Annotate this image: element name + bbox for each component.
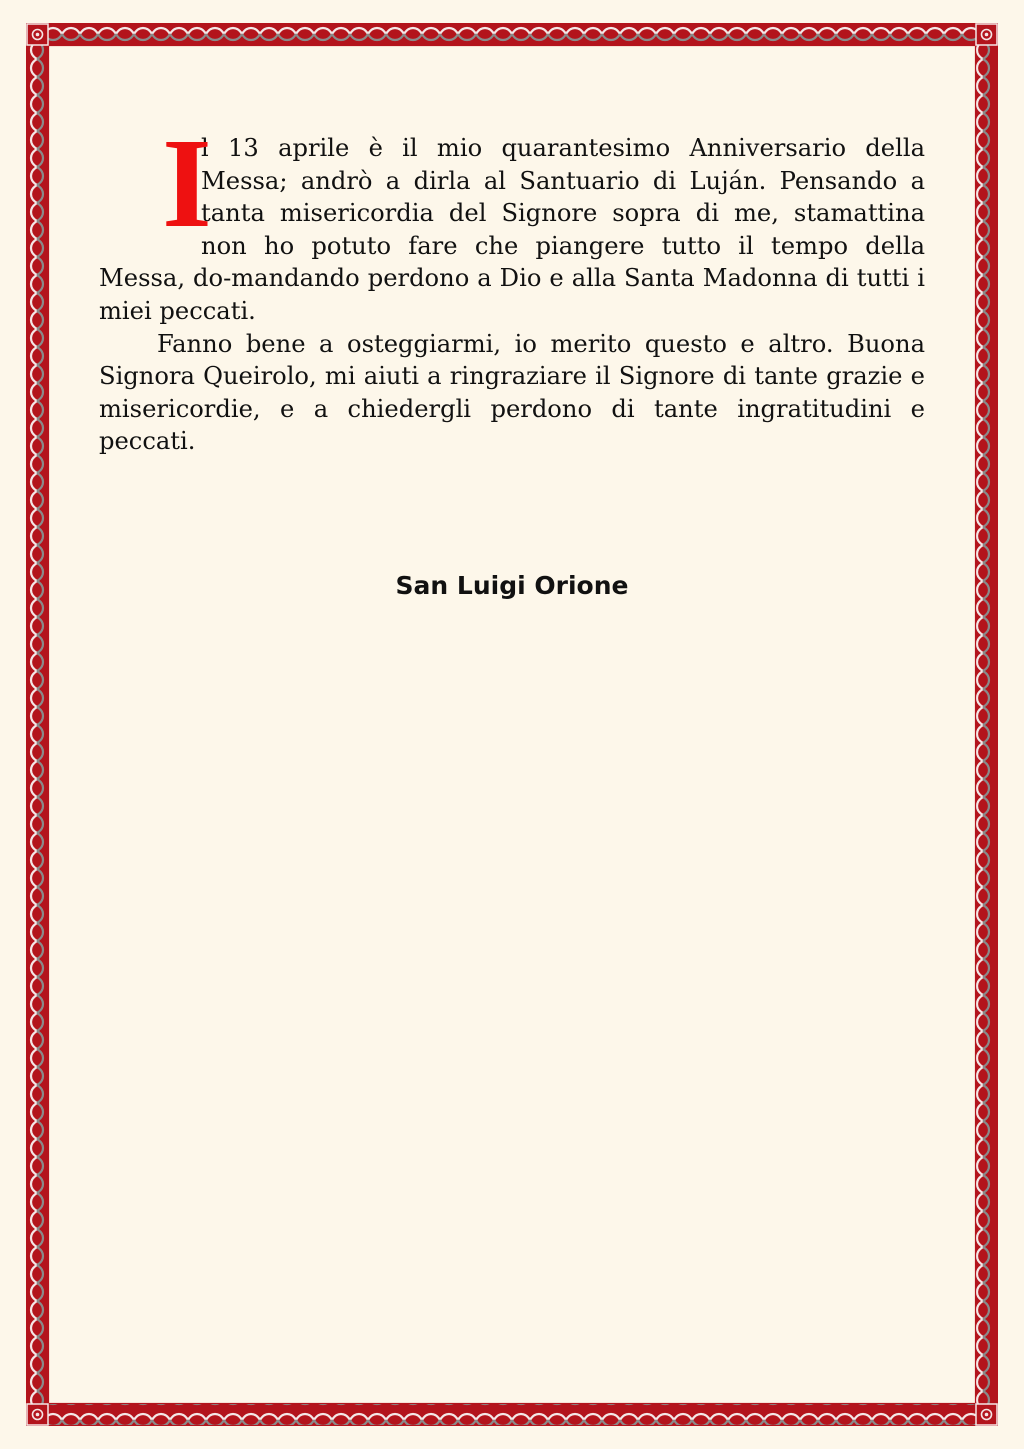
signature: San Luigi Orione	[395, 571, 629, 600]
paragraph-1	[99, 112, 925, 328]
drop-cap: I	[162, 112, 212, 254]
paragraph-1-text: l 13 aprile è il mio quarantesimo Anniversario della Messa; andrò a dirla al Santuario di Luján. Pensando a tanta misericordia del Signore sopra di me, stamattina non ho potuto fare che piangere tutto il tempo della Messa, do-mandando perdono a Dio e alla Santa Madonna di tutti i miei peccati.	[99, 134, 925, 325]
letter-body	[99, 112, 925, 458]
paragraph-2: Fanno bene a osteggiarmi, io merito questo e altro. Buona Signora Queirolo, mi aiuti a ringraziare il Signore di tante grazie e misericordie, e a chiedergli perdono di tante ingratitudini e peccati.	[99, 329, 925, 456]
drop-cap-container	[99, 112, 212, 254]
